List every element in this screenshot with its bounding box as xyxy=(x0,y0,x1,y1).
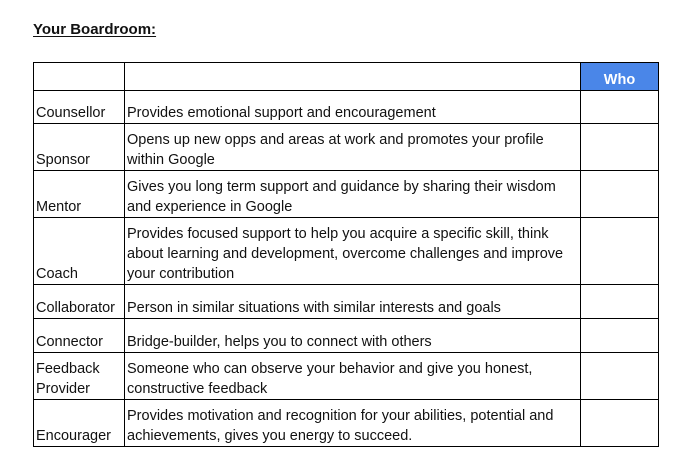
table-row xyxy=(34,319,659,353)
table-row xyxy=(34,285,659,319)
header-cell-role[interactable] xyxy=(34,63,125,91)
role-cell[interactable]: Connector xyxy=(34,319,125,353)
description-cell[interactable]: Opens up new opps and areas at work and promotes your profile within Google xyxy=(125,124,581,171)
description-cell[interactable]: Person in similar situations with similar interests and goals xyxy=(125,285,581,319)
role-cell[interactable]: Collaborator xyxy=(34,285,125,319)
header-cell-description[interactable] xyxy=(125,63,581,91)
boardroom-table xyxy=(33,62,659,447)
description-cell[interactable]: Provides focused support to help you acquire a specific skill, think about learning and development, overcome challenges and improve your contribution xyxy=(125,218,581,285)
who-cell[interactable] xyxy=(581,400,659,447)
who-cell[interactable] xyxy=(581,124,659,171)
description-cell[interactable]: Bridge-builder, helps you to connect with others xyxy=(125,319,581,353)
role-cell[interactable]: Feedback Provider xyxy=(34,353,125,400)
description-cell[interactable]: Someone who can observe your behavior and give you honest, constructive feedback xyxy=(125,353,581,400)
table-row xyxy=(34,124,659,171)
who-cell[interactable] xyxy=(581,353,659,400)
who-cell[interactable] xyxy=(581,91,659,124)
description-cell[interactable]: Provides motivation and recognition for your abilities, potential and achievements, gives you energy to succeed. xyxy=(125,400,581,447)
role-cell[interactable]: Sponsor xyxy=(34,124,125,171)
table-row xyxy=(34,353,659,400)
role-cell[interactable]: Mentor xyxy=(34,171,125,218)
table-row xyxy=(34,171,659,218)
table-row xyxy=(34,400,659,447)
role-cell[interactable]: Encourager xyxy=(34,400,125,447)
page-title: Your Boardroom: xyxy=(33,21,157,38)
header-cell-who[interactable]: Who xyxy=(581,63,659,91)
who-cell[interactable] xyxy=(581,319,659,353)
table-row xyxy=(34,91,659,124)
who-cell[interactable] xyxy=(581,285,659,319)
description-cell[interactable]: Gives you long term support and guidance by sharing their wisdom and experience in Google xyxy=(125,171,581,218)
role-cell[interactable]: Coach xyxy=(34,218,125,285)
description-cell[interactable]: Provides emotional support and encouragement xyxy=(125,91,581,124)
table-header-row xyxy=(34,63,659,91)
table-row xyxy=(34,218,659,285)
who-cell[interactable] xyxy=(581,171,659,218)
who-cell[interactable] xyxy=(581,218,659,285)
role-cell[interactable]: Counsellor xyxy=(34,91,125,124)
